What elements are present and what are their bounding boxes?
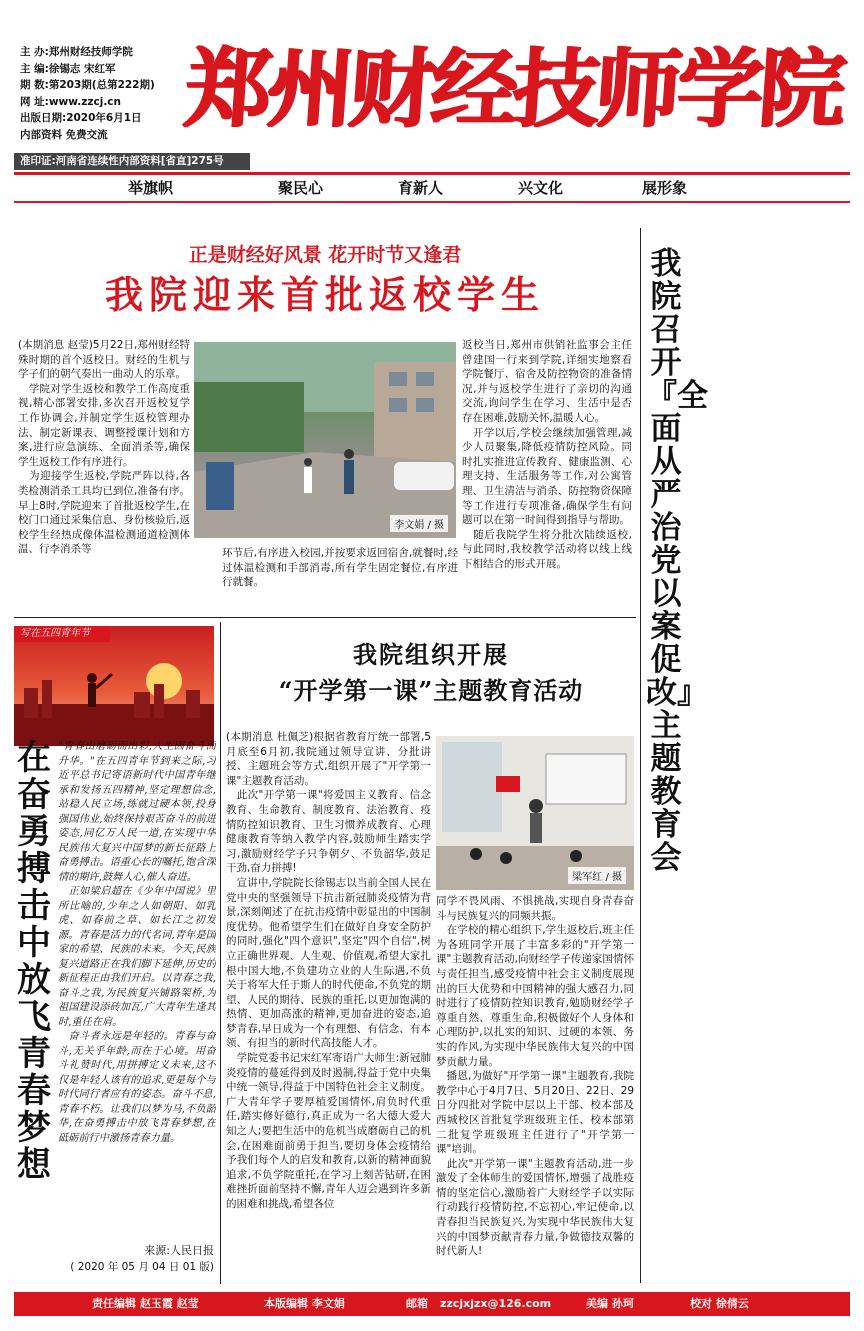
article3-col2: 同学不畏风雨、不惧挑战,实现自身青春奋斗与民族复兴的同频共振。 在学校的精心组织下,学生返校后,班主任为各班同学开展了丰富多彩的"开学第一课"主题教育活动,向财经学子传递家国情怀与责任担当,感受疫情中社会主义制度展现出的巨大优势和中国精神的强大感召力,同时进行了疫情防控知识教育,勉励财经学子尊重自然、尊重生命,积极做好个人身体和心理防护,以扎实的知识、过硬的本领、务实的作风,为实现中华民族伟大复兴的中国梦贡献力量。 播恩,为做好"开学第一课"主题教育,我院教学中心于4月7日、5月20日、22日、29日分四批对学院中层以上干部、校本部及西城校区首批复学班级班主任、校本部第二批复学班级班主任进行了"开学第一课"培训。 此次"开学第一课"主题教育活动,进一步激发了全体师生的爱国情怀,增强了战胜疫情的坚定信心,激励着广大财经学子以实际行动践行疫情防控,不忘初心,牢记使命,以青春担当民族复兴,为实现中华民族伟大复兴的中国梦贡献青春力量,争做德技双馨的时代新人! — [436, 895, 634, 1258]
article3-title-line1: 我院组织开展 — [353, 640, 509, 669]
article4-source-date: ( 2020 年 05 月 04 日 01 版) — [70, 1261, 214, 1273]
article4-title: 在奋勇搏击中放飞青春梦想 — [17, 738, 51, 1185]
article2-body — [689, 258, 849, 1283]
slogan-divider — [14, 201, 850, 203]
article1-col3: 返校当日,郑州市供销社监事会主任曾建国一行来到学院,详细实地察看学院餐厅、宿舍及防控物资的准备情况,并与返校学生进行了亲切的沟通交流,询问学生在学习、生活中是否存在困难,鼓励关怀,温暖人心。 开学以后,学校会继续加强管理,减少人员聚集,降低疫情防控风险。同时扎实推进宣传教育、健康监测、心理支持、生活服务等工作,对公寓管理、卫生清洁与消杀、防控物资保障等工作进行专项准备,确保学生有问题可以在第一时间得到指导与帮助。 随后我院学生将分批次陆续返校,与此同时,我校教学活动将以线上线下相结合的形式开展。 — [462, 339, 632, 570]
footer-page-editor: 本版编辑 李文娟 — [264, 1297, 345, 1310]
footer-art: 美编 孙珂 — [586, 1297, 634, 1310]
article1-subtitle: 正是财经好风景 花开时节又逢君 — [188, 244, 462, 266]
page-footer — [14, 1292, 850, 1316]
footer-chief-editor: 责任编辑 赵玉霞 赵莹 — [92, 1297, 199, 1310]
article1-photo-credit: 李文娟 / 摄 — [390, 515, 448, 532]
permit-bar: 准印证:河南省连续性内部资料[省直]275号 — [14, 153, 250, 170]
article3-photo — [436, 736, 634, 890]
footer-email-label: 邮箱 — [406, 1297, 428, 1310]
footer-proof: 校对 徐倩云 — [690, 1297, 749, 1310]
article4-body: "青春由磨砺而出彩,人生因奋斗而升华。"在五四青年节到来之际,习近平总书记寄语新时代中国青年继承和发扬五四精神,坚定理想信念,站稳人民立场,练就过硬本领,投身强国伟业,始终保持艰苦奋斗的前进姿态,同亿万人民一道,在实现中华民族伟大复兴中国梦的新长征路上奋勇搏击。语重心长的嘱托,饱含深情的期许,鼓舞人心,催人奋进。 正如梁启超在《少年中国说》里所比喻的,少年之人如朝阳、如乳虎、如春前之草、如长江之初发源。青春是活力的代名词,青年是国家的希望、民族的未来。今天,民族复兴道路正在我们脚下延伸,历史的新征程正由我们开启。以青春之我,奋斗之我,为民族复兴铺路架桥,为祖国建设添砖加瓦,广大青年生逢其时,重任在肩。 奋斗者永远是年轻的。青春与奋斗,无关乎年龄,而在于心境。用奋斗礼赞时代,用拼搏定义未来,这不仅是年轻人该有的追求,更是每个与时代同行者应有的姿态。奋斗不息,青春不朽。让我们以梦为马,不负韶华,在奋勇搏击中放飞青春梦想,在砥砺前行中激扬青春力量。 — [58, 741, 216, 1144]
article1-title: 我院迎来首批返校学生 — [104, 272, 545, 317]
masthead-title: 郑州财经技师学院 — [181, 39, 845, 140]
article4-banner — [14, 626, 214, 746]
slogan-bar — [14, 175, 850, 201]
meta-circulation: 内部资料 免费交流 — [20, 128, 108, 141]
article1-col1: (本期消息 赵莹)5月22日,郑州财经特殊时期的首个返校日。财经的生机与学子们的朝气奏出一曲动人的乐章。 学院对学生返校和教学工作高度重视,精心部署安排,多次召开返校复学工作协调会,并制定学生返校管理办法、制定新课表、调整授课计划和方案,进行应急演练、全面消杀等,确保学生返校工作有序进行。 为迎接学生返校,学院严阵以待,各类检测消杀工具均已到位,准备有序。早上8时,学院迎来了首批返校学生,在校门口通过采集信息、身份核验后,返校学生经热成像体温检测通道检测体温、行李消杀等 — [18, 339, 190, 556]
meta-host: 主 办:郑州财经技师学院 — [20, 46, 133, 58]
slogan-1: 举旗帜 — [128, 179, 174, 197]
article3-photo-credit: 梁军红 / 摄 — [568, 867, 626, 884]
campus-return-illustration — [194, 342, 456, 538]
publication-meta — [20, 44, 195, 143]
meta-date: 出版日期:2020年6月1日 — [20, 112, 142, 124]
article4-section-label: 写在五四青年节 — [14, 626, 110, 642]
slogan-2: 聚民心 — [278, 179, 324, 197]
city-skyline-icon — [14, 626, 214, 746]
meta-issue: 期 数:第203期(总第222期) — [20, 79, 155, 91]
footer-email[interactable]: zzcjxjzx@126.com — [440, 1297, 552, 1310]
article1-bottom-rule — [14, 617, 636, 618]
article2-title: 我院召开『全面从严治党 以案促改』主题教育会 — [646, 246, 708, 876]
article3-col1: (本期消息 杜佩芝)根据省教育厅统一部署,5月底至6月初,我院通过领导宣讲、分批讲授、主题班会等方式,组织开展了"开学第一课"主题教育活动。 此次"开学第一课"将爱国主义教育、信念教育、生命教育、制度教育、法治教育、疫情防控知识教育、卫生习惯养成教育、心理健康教育等纳入教学内容,鼓励师生踏实学习,激励财经学子只争朝夕、不负韶华,鼓足干劲,奋力拼搏! 宣讲中,学院院长徐锡志以当前全国人民在党中央的坚强领导下抗击新冠肺炎疫情为背景,深刻阐述了在抗击疫情中彰显出的中国制度优势。他希望学生们在做好自身安全防护的同时,强化"四个意识",坚定"四个自信",树立正确世界观、人生观、价值观,希望大家扎根中国大地,不负建功立业的人生际遇,不负关于将军大任于斯人的时代使命,不负党的期望、人民的期待、民族的重托,以更加饱满的热情、更加高涨的精神,更加奋进的姿态,追梦青春,早日成为一个有理想、有信念、有本领、有担当的新时代高技能人才。 学院党委书记宋红军寄语广大师生:新冠肺炎疫情的蔓延得到及时遏制,得益于党中央集中统一领导,得益于中国特色社会主义制度。广大青年学子要厚植爱国情怀,肩负时代重任,踏实修好德行,真正成为一名大德大爱大知之人;要把生活中的危机当成磨砺自己的机会,在困难面前勇于担当,要切身体会疫情给予我们每个人的启发和教育,以新的精神面貌追求,不负学院重托,在学习上刻苦钻研,在困难挫折面前坚持不懈,青年人迈会遇到许多新的困难和挑战,希望各位 — [226, 731, 431, 1210]
slogan-5: 展形象 — [642, 179, 688, 197]
article1-photo — [194, 342, 456, 538]
meta-editor: 主 编:徐锡志 宋红军 — [20, 62, 116, 75]
article4-source: 来源:人民日报 — [144, 1244, 214, 1257]
article3-title-line2: “开学第一课”主题教育活动 — [278, 676, 584, 705]
meta-website: 网 址:www.zzcj.cn — [20, 95, 122, 108]
slogan-3: 育新人 — [398, 179, 444, 197]
column-divider-right — [640, 228, 641, 1283]
column-divider-left — [220, 622, 221, 1284]
slogan-4: 兴文化 — [518, 179, 564, 197]
article1-col2: 环节后,有序进入校园,并按要求返回宿舍,就餐时,经过体温检测和手部消毒,所有学生固定餐位,有序进行就餐。 — [222, 547, 458, 589]
